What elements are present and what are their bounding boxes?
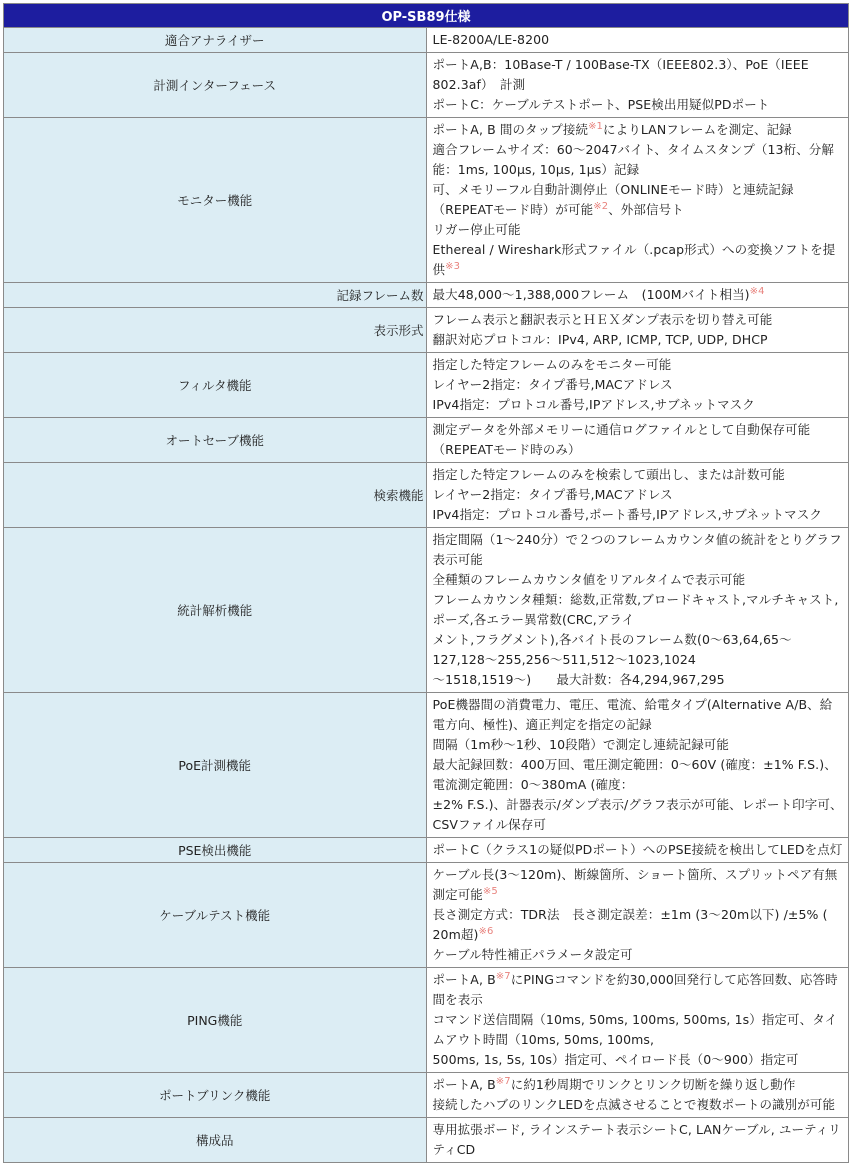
spec-row xyxy=(4,308,849,353)
description-text: メント,フラグメント),各バイト長のフレーム数(0～63,64,65～127,128～255,256～511,512～1023,1024 xyxy=(432,632,792,667)
table-title: OP-SB89仕様 xyxy=(4,4,849,28)
description-line xyxy=(433,865,845,905)
description-text: ±2% F.S.)、計器表示/ダンプ表示/グラフ表示が可能、レポート印字可、CSVファイル保存可 xyxy=(432,797,843,832)
description-text: リガー停止可能 xyxy=(432,222,521,237)
spec-row xyxy=(4,283,849,308)
description-text: ポートA, B 間のタップ接続 xyxy=(432,122,589,137)
row-label: ポートブリンク機能 xyxy=(4,1073,427,1118)
description-line xyxy=(433,95,845,115)
row-description xyxy=(426,528,849,693)
row-description xyxy=(426,308,849,353)
description-line xyxy=(433,465,845,485)
description-text: 適合フレームサイズ：60～2047バイト、タイムスタンプ（13桁、分解能：1ms, 100μs, 10μs, 1μs）記録 xyxy=(432,142,834,177)
footnote-marker: ※1 xyxy=(588,120,604,132)
description-text: レイヤー2指定：タイプ番号,MACアドレス xyxy=(432,377,673,392)
description-text: 指定した特定フレームのみをモニター可能 xyxy=(432,357,672,372)
description-line xyxy=(433,530,845,570)
row-description xyxy=(426,1073,849,1118)
description-text: 可、メモリーフル自動計測停止（ONLINEモード時）と連続記録（REPEATモード時）が可能 xyxy=(432,182,794,217)
row-label: 計測インターフェース xyxy=(4,53,427,118)
description-line xyxy=(433,55,845,95)
row-description xyxy=(426,463,849,528)
description-line xyxy=(433,285,845,305)
row-description xyxy=(426,353,849,418)
spec-table xyxy=(3,3,849,1163)
description-line xyxy=(433,1120,845,1160)
description-text: ポートA,B：10Base-T / 100Base-TX（IEEE802.3）、PoE（IEEE 802.3af） 計測 xyxy=(432,57,809,92)
spec-row xyxy=(4,863,849,968)
footnote-marker: ※7 xyxy=(495,970,511,982)
description-text: IPv4指定：プロトコル番号,ポート番号,IPアドレス,サブネットマスク xyxy=(432,507,822,522)
row-description xyxy=(426,28,849,53)
footnote-marker: ※3 xyxy=(445,260,461,272)
description-line xyxy=(433,180,845,220)
description-text: 長さ測定方式：TDR法 長さ測定誤差：±1m (3～20m以下) /±5% ( 20m超) xyxy=(432,907,828,942)
description-line xyxy=(433,375,845,395)
spec-row xyxy=(4,463,849,528)
description-text: 最大記録回数：400万回、電圧測定範囲：0～60V (確度：±1% F.S.)、電流測定範囲：0～380mA (確度： xyxy=(432,757,837,792)
description-text: IPv4指定：プロトコル番号,IPアドレス,サブネットマスク xyxy=(432,397,755,412)
row-label: フィルタ機能 xyxy=(4,353,427,418)
description-line xyxy=(433,1050,845,1070)
description-line xyxy=(433,630,845,670)
description-text: レイヤー2指定：タイプ番号,MACアドレス xyxy=(432,487,673,502)
spec-row xyxy=(4,28,849,53)
description-text: にPINGコマンドを約30,000回発行して応答回数、応答時間を表示 xyxy=(432,972,838,1007)
spec-row xyxy=(4,838,849,863)
footnote-marker: ※4 xyxy=(749,285,765,297)
row-description xyxy=(426,863,849,968)
description-text: ケーブル長(3～120m)、断線箇所、ショート箇所、スプリットペア有無測定可能 xyxy=(432,867,838,902)
description-line xyxy=(433,1075,845,1095)
spec-row xyxy=(4,528,849,693)
description-text: 500ms, 1s, 5s, 10s）指定可、ペイロード長（0～900）指定可 xyxy=(432,1052,799,1067)
description-line xyxy=(433,755,845,795)
description-text: ポートA, B xyxy=(432,1077,496,1092)
row-label: 適合アナライザー xyxy=(4,28,427,53)
description-text: 指定した特定フレームのみを検索して頭出し、または計数可能 xyxy=(432,467,785,482)
row-label: 検索機能 xyxy=(4,463,427,528)
description-text: 専用拡張ボード, ラインステート表示シートC, LANケーブル, ユーティリティCD xyxy=(432,1122,841,1157)
spec-row xyxy=(4,968,849,1073)
description-line xyxy=(433,1095,845,1115)
description-line xyxy=(433,310,845,330)
description-text: Ethereal / Wireshark形式ファイル（.pcap形式）への変換ソフトを提供 xyxy=(432,242,836,277)
description-line xyxy=(433,505,845,525)
description-line xyxy=(433,240,845,280)
row-description xyxy=(426,118,849,283)
row-label: 構成品 xyxy=(4,1118,427,1163)
description-line xyxy=(433,30,845,50)
row-description xyxy=(426,1118,849,1163)
spec-row xyxy=(4,693,849,838)
description-line xyxy=(433,355,845,375)
description-line xyxy=(433,420,845,460)
spec-row xyxy=(4,353,849,418)
spec-row xyxy=(4,53,849,118)
description-line xyxy=(433,670,845,690)
description-text: フレームカウンタ種類：総数,正常数,ブロードキャスト,マルチキャスト,ポーズ,各エラー異常数(CRC,アライ xyxy=(432,592,839,627)
description-text: ポートC（クラス1の疑似PDポート）へのPSE接続を検出してLEDを点灯 xyxy=(432,842,843,857)
description-line xyxy=(433,970,845,1010)
row-label: PING機能 xyxy=(4,968,427,1073)
description-text: 間隔（1m秒～1秒、10段階）で測定し連続記録可能 xyxy=(432,737,729,752)
row-description xyxy=(426,418,849,463)
description-line xyxy=(433,735,845,755)
description-text: PoE機器間の消費電力、電圧、電流、給電タイプ(Alternative A/B、給電方向、極性)、適正判定を指定の記録 xyxy=(432,697,833,732)
description-text: 指定間隔（1～240分）で２つのフレームカウンタ値の統計をとりグラフ表示可能 xyxy=(432,532,842,567)
description-text: 翻訳対応プロトコル：IPv4, ARP, ICMP, TCP, UDP, DHCP xyxy=(432,332,768,347)
row-label: ケーブルテスト機能 xyxy=(4,863,427,968)
description-line xyxy=(433,840,845,860)
row-label: 記録フレーム数 xyxy=(4,283,427,308)
row-description xyxy=(426,693,849,838)
row-description xyxy=(426,53,849,118)
description-line xyxy=(433,485,845,505)
spec-row xyxy=(4,118,849,283)
description-text: 最大48,000～1,388,000フレーム (100Mバイト相当) xyxy=(432,287,750,302)
description-text: ポートA, B xyxy=(432,972,496,987)
description-text: 全種類のフレームカウンタ値をリアルタイムで表示可能 xyxy=(432,572,746,587)
description-line xyxy=(433,330,845,350)
description-text: ポートC：ケーブルテストポート、PSE検出用疑似PDポート xyxy=(432,97,770,112)
description-text: 測定データを外部メモリーに通信ログファイルとして自動保存可能 （REPEATモード時のみ） xyxy=(432,422,823,457)
description-text: フレーム表示と翻訳表示とＨＥＸダンプ表示を切り替え可能 xyxy=(432,312,773,327)
footnote-marker: ※5 xyxy=(482,885,498,897)
description-line xyxy=(433,905,845,945)
row-label: 表示形式 xyxy=(4,308,427,353)
description-line xyxy=(433,590,845,630)
description-line xyxy=(433,1010,845,1050)
description-text: によりLANフレームを測定、記録 xyxy=(603,122,792,137)
description-line xyxy=(433,395,845,415)
description-line xyxy=(433,140,845,180)
row-description xyxy=(426,283,849,308)
spec-row xyxy=(4,1118,849,1163)
description-text: コマンド送信間隔（10ms, 50ms, 100ms, 500ms, 1s）指定可、タイムアウト時間（10ms, 50ms, 100ms, xyxy=(432,1012,838,1047)
description-text: に約1秒周期でリンクとリンク切断を繰り返し動作 xyxy=(510,1077,796,1092)
footnote-marker: ※6 xyxy=(478,925,494,937)
description-line xyxy=(433,120,845,140)
description-text: 、外部信号ト xyxy=(608,202,684,217)
footnote-marker: ※7 xyxy=(495,1075,511,1087)
row-label: PoE計測機能 xyxy=(4,693,427,838)
row-label: モニター機能 xyxy=(4,118,427,283)
description-line xyxy=(433,795,845,835)
row-description xyxy=(426,968,849,1073)
spec-body xyxy=(4,28,849,1163)
row-label: 統計解析機能 xyxy=(4,528,427,693)
row-label: オートセーブ機能 xyxy=(4,418,427,463)
row-label: PSE検出機能 xyxy=(4,838,427,863)
spec-row xyxy=(4,1073,849,1118)
spec-row xyxy=(4,418,849,463)
description-line xyxy=(433,570,845,590)
description-line xyxy=(433,945,845,965)
description-line xyxy=(433,695,845,735)
description-text: ケーブル特性補正パラメータ設定可 xyxy=(432,947,633,962)
footnote-marker: ※2 xyxy=(593,200,609,212)
description-line xyxy=(433,220,845,240)
row-description xyxy=(426,838,849,863)
description-text: ～1518,1519～) 最大計数：各4,294,967,295 xyxy=(432,672,725,687)
description-text: 接続したハブのリンクLEDを点滅させることで複数ポートの識別が可能 xyxy=(432,1097,836,1112)
description-text: LE-8200A/LE-8200 xyxy=(432,32,550,47)
